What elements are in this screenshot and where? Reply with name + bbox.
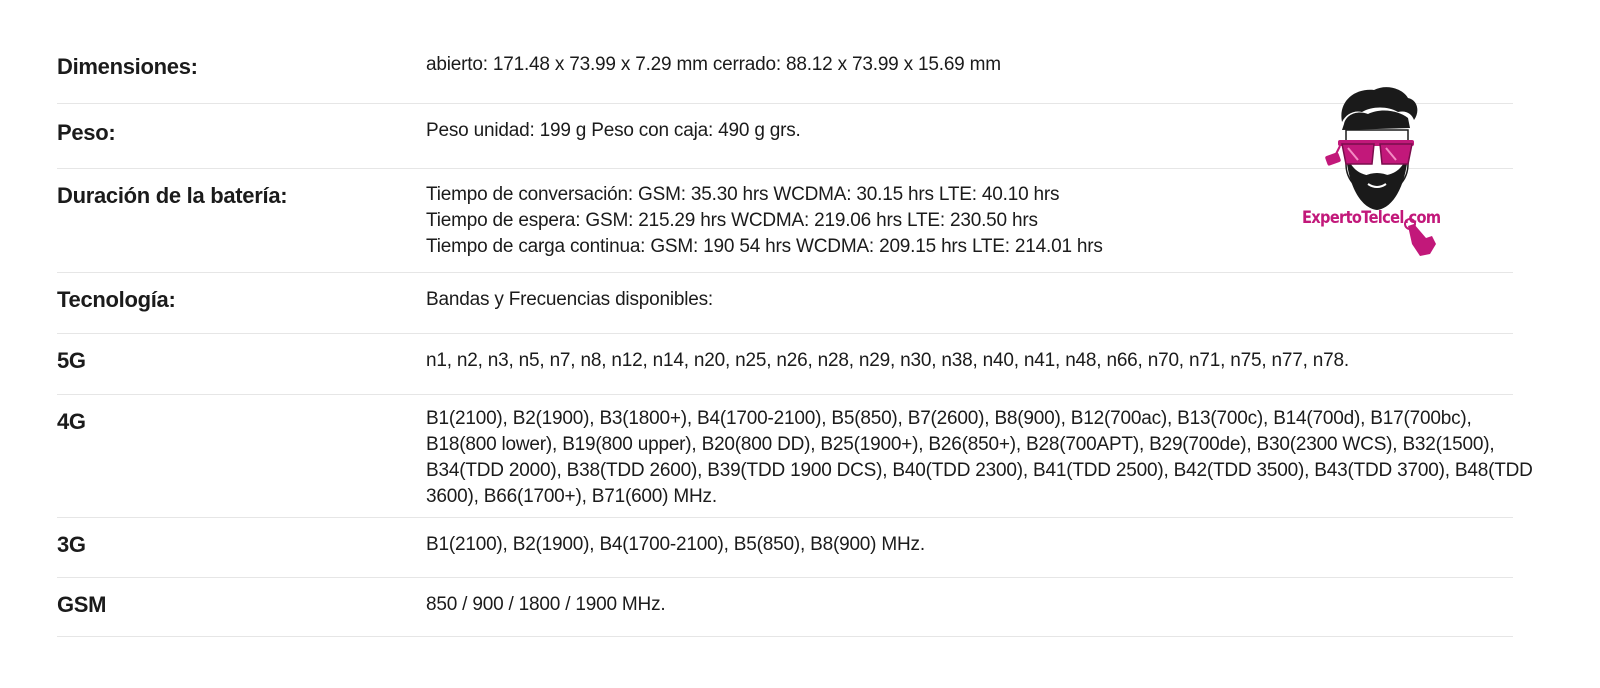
spec-row-bateria: [57, 169, 1513, 273]
spec-row-dimensiones: [57, 38, 1513, 104]
spec-value-line: Peso unidad: 199 g Peso con caja: 490 g grs.: [426, 120, 801, 141]
spec-value-line: B34(TDD 2000), B38(TDD 2600), B39(TDD 1900 DCS), B40(TDD 2300), B41(TDD 2500), B42(TDD 3500), B43(TDD 3700), B48(TDD: [426, 460, 1533, 481]
spec-value-line: abierto: 171.48 x 73.99 x 7.29 mm cerrado: 88.12 x 73.99 x 15.69 mm: [426, 54, 1001, 75]
spec-label: Dimensiones:: [57, 54, 198, 79]
spec-label: Tecnología:: [57, 287, 176, 312]
spec-value-line: Bandas y Frecuencias disponibles:: [426, 289, 714, 310]
spec-row-gsm: [57, 578, 1513, 637]
spec-value: [426, 273, 1513, 333]
spec-value-line: 3600), B66(1700+), B71(600) MHz.: [426, 486, 717, 507]
spec-value-line: Tiempo de conversación: GSM: 35.30 hrs WCDMA: 30.15 hrs LTE: 40.10 hrs: [426, 184, 1060, 205]
spec-label: GSM: [57, 592, 107, 617]
spec-row-tecnologia: [57, 273, 1513, 334]
spec-value-line: B1(2100), B2(1900), B4(1700-2100), B5(850), B8(900) MHz.: [426, 534, 925, 555]
spec-label: Duración de la batería:: [57, 183, 288, 208]
spec-row-5g: [57, 334, 1513, 395]
watermark-text: ExpertoTelcel.com: [1302, 208, 1441, 228]
spec-value: [426, 518, 1513, 577]
spec-row-peso: [57, 104, 1513, 169]
spec-row-4g: [57, 395, 1533, 518]
spec-value: [426, 578, 1513, 636]
spec-value-line: B18(800 lower), B19(800 upper), B20(800 DD), B25(1900+), B26(850+), B28(700APT), B29(700de), B30(2300 WCS), B32(1500),: [426, 434, 1495, 455]
spec-value: [426, 334, 1513, 394]
spec-label: 3G: [57, 532, 86, 557]
spec-value-line: 850 / 900 / 1800 / 1900 MHz.: [426, 594, 666, 615]
spec-row-3g: [57, 518, 1513, 578]
spec-table: [57, 38, 1533, 637]
spec-label: 5G: [57, 348, 86, 373]
spec-value-line: n1, n2, n3, n5, n7, n8, n12, n14, n20, n25, n26, n28, n29, n30, n38, n40, n41, n48, n66, n70, n71, n75, n77, n78.: [426, 350, 1349, 371]
spec-value-line: Tiempo de carga continua: GSM: 190 54 hrs WCDMA: 209.15 hrs LTE: 214.01 hrs: [426, 236, 1103, 257]
spec-label: 4G: [57, 409, 86, 434]
spec-value: [426, 395, 1533, 517]
spec-value-line: Tiempo de espera: GSM: 215.29 hrs WCDMA: 219.06 hrs LTE: 230.50 hrs: [426, 210, 1038, 231]
bearded-man-with-sunglasses-logo-icon: [1302, 84, 1458, 262]
spec-label: Peso:: [57, 120, 116, 145]
experto-telcel-watermark-logo: [1302, 84, 1458, 262]
spec-value-line: B1(2100), B2(1900), B3(1800+), B4(1700-2100), B5(850), B7(2600), B8(900), B12(700ac), B13(700c), B14(700d), B17(700bc),: [426, 408, 1472, 429]
